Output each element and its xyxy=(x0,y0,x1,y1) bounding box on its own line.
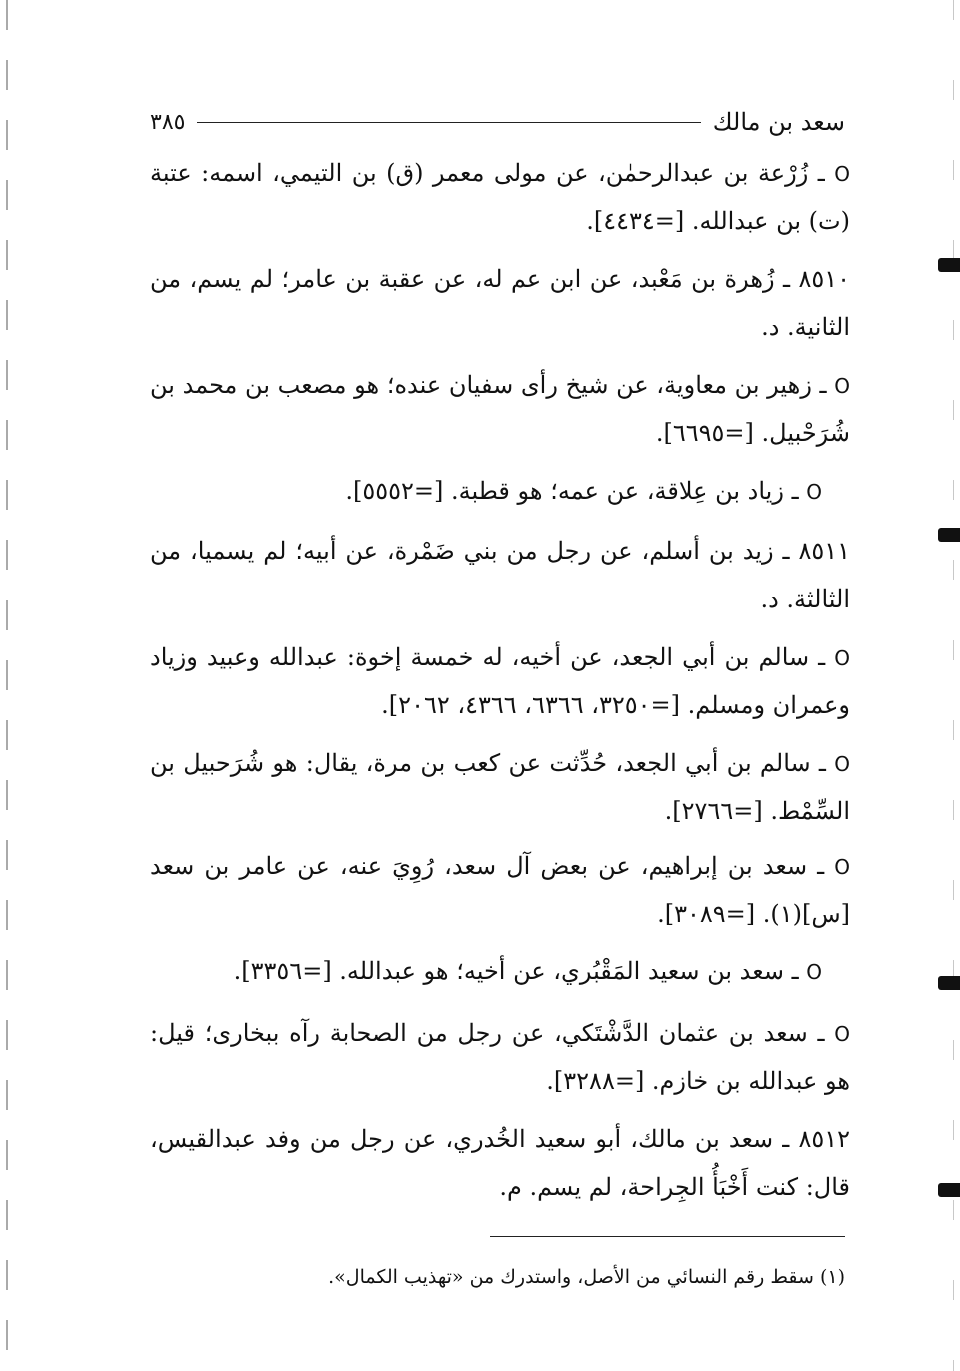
entry-marker: O xyxy=(834,855,850,879)
entry-marker: O xyxy=(806,480,822,504)
entry xyxy=(150,740,850,835)
running-header xyxy=(150,104,845,140)
entry-text: ٨٥١٢ ـ سعد بن مالك، أبو سعيد الخُدري، عن رجل من وفد عبدالقيس، قال: كنت أَخْبَأُ الجِراحة، لم يسم. م. xyxy=(150,1125,850,1201)
entry-text: ـ سالم بن أبي الجعد، حُدِّثت عن كعب بن مرة، يقال: هو شُرَحبيل بن السِّمْط. [=٢٧٦٦]. xyxy=(150,749,850,825)
footnote: (١) سقط رقم النسائي من الأصل، واستدرك من «تهذيب الكمال». xyxy=(328,1266,845,1288)
entry-marker: O xyxy=(834,752,850,776)
entry xyxy=(150,468,850,516)
entry xyxy=(150,843,850,938)
entry-text: ٨٥١١ ـ زيد بن أسلم، عن رجل من بني ضَمْرة، عن أبيه؛ لم يسميا، من الثالثة. د. xyxy=(150,537,850,613)
entry-text: ـ سعد بن عثمان الدَّشْتَكي، عن رجل من الصحابة رآه ببخارى؛ قيل: هو عبدالله بن خازم. [=٣٢٨٨]. xyxy=(150,1019,850,1095)
entry-text: ـ زياد بن عِلاقة، عن عمه؛ هو قطبة. [=٥٥٥٢]. xyxy=(345,477,799,505)
page-number: ٣٨٥ xyxy=(150,109,186,135)
entry-text: ـ سعد بن إبراهيم، عن بعض آل سعد، رُوِيَ عنه، عن عامر بن سعد [س](١). [=٣٠٨٩]. xyxy=(150,852,850,928)
entry xyxy=(150,150,850,245)
page-edge-tab xyxy=(938,976,960,990)
page-edge-tab xyxy=(938,528,960,542)
entry xyxy=(150,634,850,729)
page-edge-tab xyxy=(938,258,960,272)
scan-edge-right xyxy=(953,0,954,1371)
entry xyxy=(150,1116,850,1211)
header-title: سعد بن مالك xyxy=(712,108,845,136)
entry-marker: O xyxy=(834,374,850,398)
entry-text: ٨٥١٠ ـ زُهرة بن مَعْبد، عن ابن عم له، عن عقبة بن عامر؛ لم يسم، من الثانية. د. xyxy=(150,265,850,341)
entry-marker: O xyxy=(834,646,850,670)
entry xyxy=(150,362,850,457)
entry xyxy=(150,1010,850,1105)
entry xyxy=(150,528,850,623)
header-rule xyxy=(197,122,700,123)
entry-marker: O xyxy=(834,162,850,186)
entry-text: ـ سعد بن سعيد المَقْبُري، عن أخيه؛ هو عبدالله. [=٣٣٥٦]. xyxy=(233,957,799,985)
entry-text: ـ زُرْعة بن عبدالرحمٰن، عن مولى معمر (ق) بن التيمي، اسمه: عتبة (ت) بن عبدالله. [=٤٤٣٤]. xyxy=(150,159,850,235)
entry xyxy=(150,948,850,996)
entry-marker: O xyxy=(806,960,822,984)
page-edge-tab xyxy=(938,1183,960,1197)
footnote-rule xyxy=(490,1236,845,1237)
entry-marker: O xyxy=(834,1022,850,1046)
scan-edge-left xyxy=(6,0,8,1371)
entry xyxy=(150,256,850,351)
entry-text: ـ سالم بن أبي الجعد، عن أخيه، له خمسة إخوة: عبدالله وعبيد وزياد وعمران ومسلم. [=٣٢٥٠، ٦٣٦٦، ٤٣٦٦، ٢٠٦٢]. xyxy=(150,643,850,719)
entry-text: ـ زهير بن معاوية، عن شيخ رأى سفيان عنده؛ هو مصعب بن محمد بن شُرَحْبيل. [=٦٦٩٥]. xyxy=(150,371,850,447)
